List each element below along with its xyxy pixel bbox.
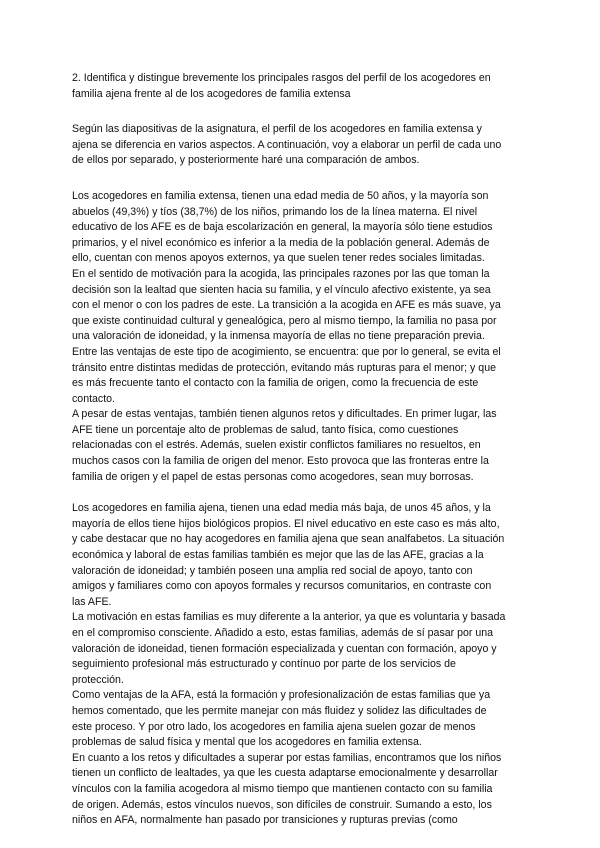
text-line: mayoría de ellos tiene hijos biológicos propios. El nivel educativo en este caso es más alto, <box>72 517 500 530</box>
text-line: primarios, y el nivel económico es inferior a la media de la población general. Además de <box>72 236 490 249</box>
text-line: Entre las ventajas de este tipo de acogimiento, se encuentra: que por lo general, se evita el <box>72 345 501 358</box>
text-line: económica y laboral de estas familias también es mejor que las de las AFE, gracias a la <box>72 549 484 562</box>
text-line: este proceso. Y por otro lado, los acogedores en familia ajena suelen gozar de menos <box>72 720 476 733</box>
text-line: es más frecuente tanto el contacto con la familia de origen, como la frecuencia de este <box>72 377 479 390</box>
text-line: protección. <box>72 673 124 686</box>
text-line: La motivación en estas familias es muy diferente a la anterior, ya que es voluntaria y basada <box>72 611 506 624</box>
text-line: familia de origen y el papel de estas personas como acogedores, sean muy borrosas. <box>72 470 474 483</box>
text-line: tienen un conflicto de lealtades, ya que les cuesta adaptarse emocionalmente y desarrollar <box>72 767 498 780</box>
text-line: niños en AFA, normalmente han pasado por transiciones y rupturas previas (como <box>72 814 458 827</box>
text-line: amigos y familiares como con apoyos formales y recursos comunitarios, en contraste con <box>72 580 492 593</box>
text-line: en el compromiso consciente. Añadido a esto, estas familias, además de sí pasar por una <box>72 627 494 639</box>
text-line: En cuanto a los retos y dificultades a superar por estas familias, encontramos que los niños <box>72 751 502 764</box>
spacer <box>72 102 515 122</box>
text-line: valoración de idoneidad, tienen formación especializada y cuentan con formación, apoyo y <box>72 642 497 655</box>
text-line: vínculos con la familia acogedora al mismo tiempo que mantienen contacto con su familia <box>72 782 493 795</box>
text-line: de origen. Además, estos vínculos nuevos, son difíciles de construir. Sumando a esto, los <box>72 798 492 811</box>
text-line: En el sentido de motivación para la acogida, las principales razones por las que toman la <box>72 267 490 280</box>
extensa-section <box>72 189 515 485</box>
text-line: familia ajena frente al de los acogedores de familia extensa <box>72 87 351 100</box>
text-line: problemas de salud física y mental que los acogedores en familia extensa. <box>72 736 422 749</box>
ajena-section <box>72 501 515 828</box>
text-line: contacto. <box>72 392 115 405</box>
text-line: AFE tiene un porcentaje alto de problemas de salud, tanto física, como cuestiones <box>72 423 459 436</box>
text-line: ello, cuentan con menos apoyos externos, ya que suelen tener redes sociales limitadas. <box>72 252 485 265</box>
text-line: Los acogedores en familia extensa, tienen una edad media de 50 años, y la mayoría son <box>72 189 489 202</box>
text-line: hemos comentado, que les permite manejar con más fluidez y solidez las dificultades de <box>72 704 487 717</box>
text-line: A pesar de estas ventajas, también tienen algunos retos y dificultades. En primer lugar, las <box>72 408 497 421</box>
text-line: Según las diapositivas de la asignatura, el perfil de los acogedores en familia extensa y <box>72 123 482 136</box>
text-line: seguimiento profesional más estructurado y contínuo por parte de los servicios de <box>72 658 456 671</box>
text-line: relacionadas con el estrés. Además, suelen existir conflictos familiares no resueltos, en <box>72 439 481 452</box>
text-line: Los acogedores en familia ajena, tienen una edad media más baja, de unos 45 años, y la <box>72 502 491 515</box>
text-line: educativo de los AFE es de baja escolarización en general, la mayoría sólo tiene estudios <box>72 221 493 234</box>
text-line: ajena se diferencia en varios aspectos. A continuación, voy a elaborar un perfil de cada uno <box>72 138 502 151</box>
spacer <box>72 485 515 501</box>
text-line: abuelos (49,3%) y tíos (38,7%) de los niños, primando los de la línea materna. El nivel <box>72 205 478 218</box>
text-line: Como ventajas de la AFA, está la formación y profesionalización de estas familias que ya <box>72 689 491 702</box>
text-line: 2. Identifica y distingue brevemente los principales rasgos del perfil de los acogedores en <box>72 72 491 84</box>
text-line: con el menor o con los padres de este. La transición a la acogida en AFE es más suave, ya <box>72 299 501 312</box>
text-line: una valoración de idoneidad, y la inmensa mayoría de ellas no tiene preparación previa. <box>72 330 485 343</box>
spacer <box>72 169 515 189</box>
text-line: tránsito entre distintas medidas de protección, evitando más rupturas para el menor; y que <box>72 361 496 374</box>
text-line: muchos casos con la familia de origen del menor. Esto provoca que las fronteras entre la <box>72 455 489 468</box>
text-line: decisión son la lealtad que sienten hacia su familia, y el vínculo afectivo existente, ya sea <box>72 283 491 296</box>
text-line: de ellos por separado, y posteriormente haré una comparación de ambos. <box>72 154 420 167</box>
text-line: valoración de idoneidad; y también poseen una amplia red social de apoyo, tanto con <box>72 564 473 577</box>
question-heading <box>72 71 515 102</box>
text-line: y cabe destacar que no hay acogedores en familia ajena que sean analfabetos. La situación <box>72 533 505 546</box>
text-line: las AFE. <box>72 595 112 608</box>
intro-paragraph <box>72 122 515 169</box>
text-line: que existe continuidad cultural y genealógica, pero al mismo tiempo, la familia no pasa por <box>72 314 497 327</box>
